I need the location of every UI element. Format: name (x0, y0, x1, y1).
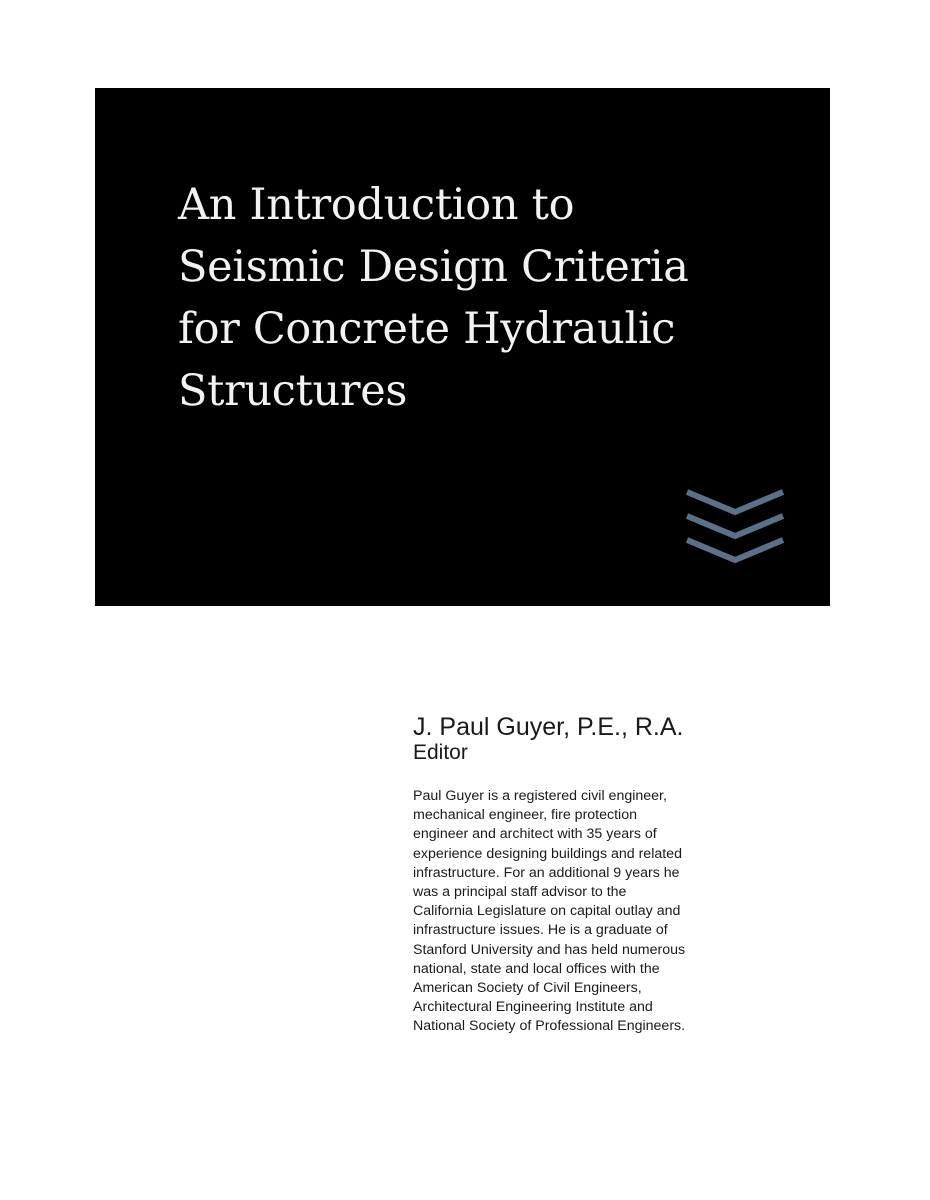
chevron-down-icon (685, 486, 785, 568)
author-bio (413, 787, 793, 1037)
bio-line: engineer and architect with 35 years of (413, 826, 657, 843)
title-line-3: for Concrete Hydraulic (178, 304, 676, 354)
author-name: J. Paul Guyer, P.E., R.A. (413, 713, 684, 741)
bio-line: infrastructure issues. He is a graduate of (413, 922, 668, 939)
bio-line: California Legislature on capital outlay and (413, 903, 681, 920)
bio-line: infrastructure. For an additional 9 years he (413, 864, 680, 881)
title-panel (95, 88, 830, 606)
bio-line: American Society of Civil Engineers, (413, 980, 642, 997)
title-line-2: Seismic Design Criteria (178, 242, 689, 292)
bio-line: national, state and local offices with the (413, 960, 660, 977)
book-title (178, 174, 798, 422)
bio-line: was a principal staff advisor to the (413, 884, 627, 901)
author-role: Editor (413, 741, 468, 764)
bio-line: Architectural Engineering Institute and (413, 999, 653, 1016)
bio-line: experience designing buildings and related (413, 845, 682, 862)
title-line-1: An Introduction to (178, 180, 575, 230)
title-line-4: Structures (178, 366, 408, 416)
bio-line: Paul Guyer is a registered civil engineer, (413, 788, 667, 804)
bio-line: Stanford University and has held numerous (413, 941, 686, 958)
bio-line: National Society of Professional Engineers. (413, 1018, 686, 1035)
bio-line: mechanical engineer, fire protection (413, 807, 637, 824)
